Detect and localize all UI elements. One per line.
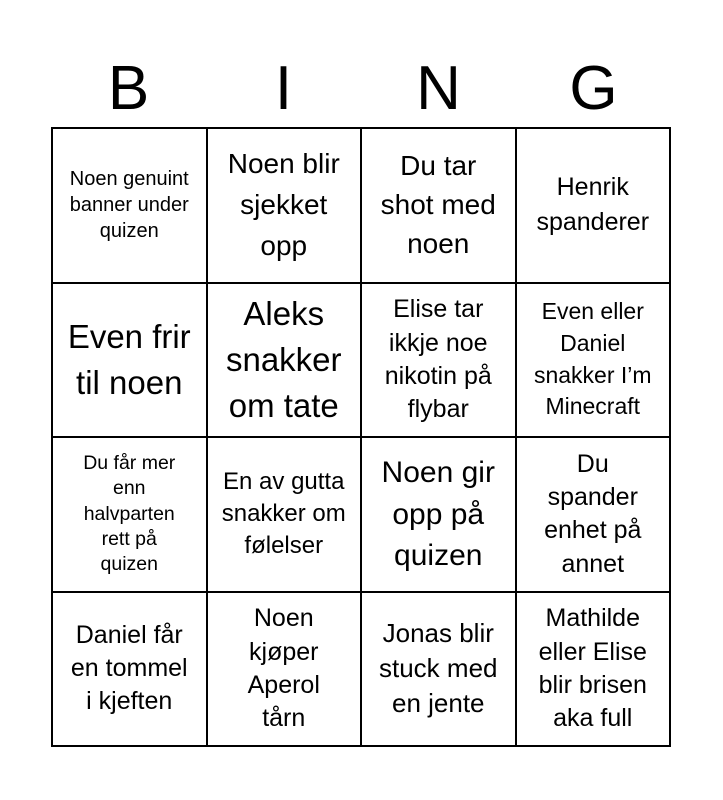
bingo-cell-text: Noen kjøper Aperol tårn bbox=[247, 604, 320, 732]
bingo-cell-r2-c4[interactable] bbox=[517, 284, 672, 439]
bingo-cell-text: Even eller Daniel snakker I’m Minecraft bbox=[533, 298, 652, 420]
bingo-cell-r1-c2[interactable] bbox=[208, 129, 363, 284]
bingo-cell-text: Noen genuint banner under quizen bbox=[69, 168, 189, 243]
header-letter-i: I bbox=[274, 54, 293, 123]
bingo-header bbox=[51, 50, 671, 128]
bingo-cell-r2-c3[interactable] bbox=[362, 284, 517, 439]
bingo-cell-text: Jonas blir stuck med en jente bbox=[379, 618, 498, 719]
bingo-cell-r4-c4[interactable] bbox=[517, 593, 672, 748]
bingo-cell-text: Elise tar ikkje noe nikotin på flybar bbox=[384, 295, 492, 423]
header-letter-n: N bbox=[416, 54, 461, 123]
bingo-cell-text: Henrik spanderer bbox=[536, 173, 650, 237]
bingo-cell-r2-c1[interactable] bbox=[53, 284, 208, 439]
bingo-cell-text: Daniel får en tommel i kjeften bbox=[70, 620, 188, 716]
bingo-cell-r1-c1[interactable] bbox=[53, 129, 208, 284]
bingo-cell-text: Even frir til noen bbox=[67, 318, 191, 401]
bingo-cell-r3-c4[interactable] bbox=[517, 438, 672, 593]
bingo-board bbox=[51, 127, 671, 747]
bingo-cell-r2-c2[interactable] bbox=[208, 284, 363, 439]
bingo-cell-r3-c3[interactable] bbox=[362, 438, 517, 593]
bingo-cell-text: Noen blir sjekket opp bbox=[227, 148, 340, 261]
bingo-cell-r4-c1[interactable] bbox=[53, 593, 208, 748]
header-letter-g: G bbox=[569, 54, 618, 123]
bingo-cell-r3-c2[interactable] bbox=[208, 438, 363, 593]
bingo-cell-text: En av gutta snakker om følelser bbox=[221, 468, 346, 560]
header-letter-b: B bbox=[107, 54, 150, 123]
bingo-cell-text: Du tar shot med noen bbox=[380, 150, 496, 259]
bingo-cell-r3-c1[interactable] bbox=[53, 438, 208, 593]
bingo-cell-text: Noen gir opp på quizen bbox=[381, 456, 495, 572]
bingo-cell-r4-c2[interactable] bbox=[208, 593, 363, 748]
bingo-cell-text: Du får mer enn halvparten rett på quizen bbox=[83, 451, 176, 576]
bingo-cell-text: Aleks snakker om tate bbox=[225, 295, 342, 424]
bingo-cell-text: Mathilde eller Elise blir brisen aka full bbox=[538, 604, 647, 732]
bingo-cell-r1-c4[interactable] bbox=[517, 129, 672, 284]
bingo-cell-r1-c3[interactable] bbox=[362, 129, 517, 284]
bingo-cell-text: Du spander enhet på annet bbox=[544, 449, 642, 578]
bingo-cell-r4-c3[interactable] bbox=[362, 593, 517, 748]
